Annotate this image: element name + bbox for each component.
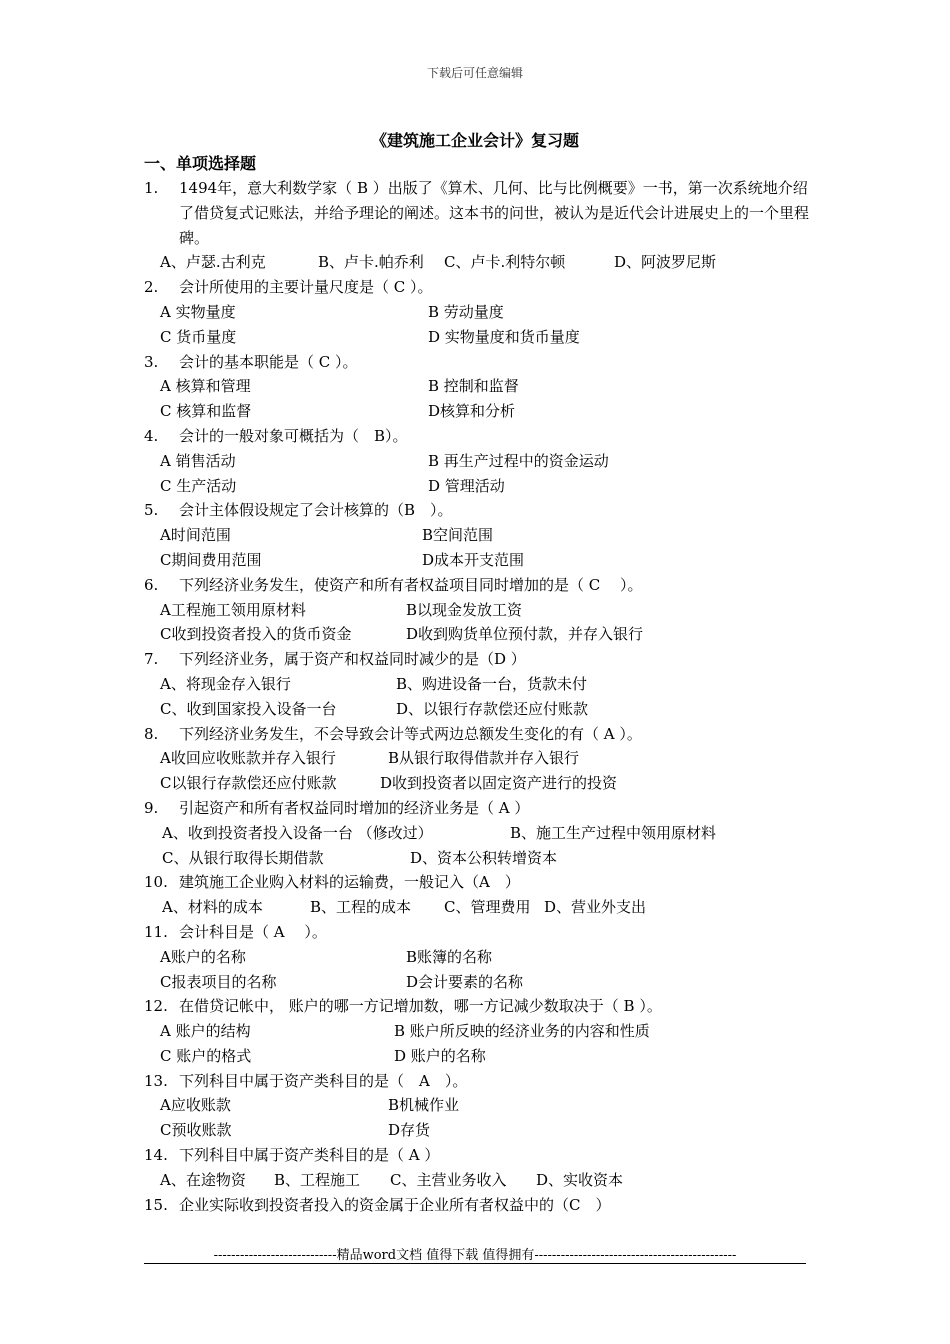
question-text: 企业实际收到投资者投入的资金属于企业所有者权益中的（C ） (179, 1195, 611, 1214)
answer-option: A 账户的结构 (160, 1022, 251, 1041)
question-item (144, 1069, 812, 1094)
option-row (144, 374, 812, 399)
answer-option: B 再生产过程中的资金运动 (428, 451, 609, 470)
question-text: 下列经济业务，属于资产和权益同时减少的是（D ） (179, 650, 526, 669)
question-text: 下列经济业务发生，不会导致会计等式两边总额发生变化的有（ A ）。 (179, 724, 642, 743)
question-text: 引起资产和所有者权益同时增加的经济业务是（ A ） (179, 798, 530, 817)
option-row (144, 970, 812, 995)
answer-option: A、卢瑟.古利克 (160, 253, 266, 272)
answer-option: B机械作业 (388, 1096, 460, 1115)
question-number: 14. (144, 1146, 168, 1165)
page-header: 下载后可任意编辑 (426, 66, 523, 80)
option-row (144, 945, 812, 970)
answer-option: C预收账款 (160, 1121, 232, 1140)
question-item (144, 1193, 812, 1218)
option-row (144, 1168, 812, 1193)
answer-option: C收到投资者投入的货币资金 (160, 625, 352, 644)
answer-option: B账簿的名称 (406, 947, 493, 966)
answer-option: B、工程的成本 (310, 898, 412, 917)
question-number: 12. (144, 997, 168, 1016)
question-number: 4. (144, 426, 159, 445)
answer-option: A、材料的成本 (162, 898, 263, 917)
answer-option: A 销售活动 (160, 451, 236, 470)
answer-option: D成本开支范围 (422, 550, 525, 569)
question-number: 3. (144, 352, 159, 371)
option-row (144, 399, 812, 424)
page-footer: ----------------------------精品word文档 值得下载 值得拥有---------------------------------------------- (213, 1248, 737, 1263)
option-row (144, 746, 812, 771)
question-item (144, 920, 812, 945)
question-item (144, 796, 812, 821)
answer-option: B、购进设备一台，货款未付 (396, 674, 588, 693)
answer-option: D、营业外支出 (544, 898, 647, 917)
answer-option: B从银行取得借款并存入银行 (388, 749, 580, 768)
answer-option: B、施工生产过程中领用原材料 (510, 823, 717, 842)
option-row (144, 895, 812, 920)
answer-option: D、实收资本 (536, 1170, 624, 1189)
question-item (144, 573, 812, 598)
answer-option: A 核算和管理 (160, 377, 251, 396)
option-row (144, 846, 812, 871)
footer-rule (144, 1263, 806, 1264)
answer-option: A、在途物资 (160, 1170, 246, 1189)
answer-option: B、工程施工 (274, 1170, 361, 1189)
question-text: 会计科目是（ A ）。 (179, 922, 327, 941)
question-text: 下列经济业务发生，使资产和所有者权益项目同时增加的是（ C ）。 (179, 575, 643, 594)
answer-option: A收回应收账款并存入银行 (160, 749, 336, 768)
question-item (144, 498, 812, 523)
option-row (144, 449, 812, 474)
answer-option: D收到购货单位预付款，并存入银行 (406, 625, 644, 644)
answer-option: A 实物量度 (160, 302, 236, 321)
answer-option: D收到投资者以固定资产进行的投资 (380, 774, 618, 793)
question-text: 1494年，意大利数学家（ B ）出版了《算术、几何、比与比例概要》一书，第一次系统地介绍了借贷复式记账法，并给予理论的阐述。这本书的问世，被认为是近代会计进展史上的一个里程碑。 (179, 179, 810, 247)
question-text: 建筑施工企业购入材料的运输费，一般记入（A ） (179, 873, 520, 892)
answer-option: A、收到投资者投入设备一台 （修改过） (162, 823, 433, 842)
section-heading: 一、单项选择题 (144, 154, 257, 173)
answer-option: C、管理费用 (444, 898, 531, 917)
answer-option: D会计要素的名称 (406, 972, 524, 991)
option-row (144, 821, 812, 846)
answer-option: B 控制和监督 (428, 377, 519, 396)
answer-option: A时间范围 (160, 526, 231, 545)
question-text: 会计主体假设规定了会计核算的（B ）。 (179, 501, 453, 520)
option-row (144, 1044, 812, 1069)
answer-option: C以银行存款偿还应付账款 (160, 774, 337, 793)
question-number: 10. (144, 873, 168, 892)
answer-option: B空间范围 (422, 526, 494, 545)
question-item (144, 424, 812, 449)
option-row (144, 1093, 812, 1118)
answer-option: B以现金发放工资 (406, 600, 523, 619)
answer-option: A应收账款 (160, 1096, 231, 1115)
answer-option: C、从银行取得长期借款 (162, 848, 324, 867)
option-row (144, 250, 812, 275)
answer-option: D存货 (388, 1121, 431, 1140)
answer-option: C期间费用范围 (160, 550, 262, 569)
question-number: 6. (144, 575, 159, 594)
question-number: 8. (144, 724, 159, 743)
answer-option: D、阿波罗尼斯 (614, 253, 717, 272)
question-number: 2. (144, 278, 159, 297)
answer-option: C 账户的格式 (160, 1046, 252, 1065)
option-row (144, 300, 812, 325)
document-title: 《建筑施工企业会计》复习题 (370, 131, 579, 150)
question-number: 1. (144, 179, 159, 197)
option-row (144, 1118, 812, 1143)
answer-option: A账户的名称 (160, 947, 246, 966)
answer-option: C、卢卡.利特尔顿 (444, 253, 566, 272)
question-item (144, 870, 812, 895)
question-number: 5. (144, 501, 159, 520)
answer-option: B 劳动量度 (428, 302, 504, 321)
answer-option: D、资本公积转增资本 (410, 848, 558, 867)
answer-option: D 管理活动 (428, 476, 505, 495)
option-row (144, 548, 812, 573)
question-text: 下列科目中属于资产类科目的是（ A ） (179, 1146, 440, 1165)
question-item (144, 994, 812, 1019)
answer-option: B、卢卡.帕乔利 (318, 253, 424, 272)
answer-option: C、收到国家投入设备一台 (160, 699, 337, 718)
answer-option: C 货币量度 (160, 327, 237, 346)
question-item (144, 275, 812, 300)
answer-option: D 账户的名称 (394, 1046, 486, 1065)
option-row (144, 598, 812, 623)
option-row (144, 697, 812, 722)
question-text: 下列科目中属于资产类科目的是（ A ）。 (179, 1071, 468, 1090)
answer-option: C 核算和监督 (160, 402, 252, 421)
question-text: 会计的基本职能是（ C ）。 (179, 352, 358, 371)
option-row (144, 523, 812, 548)
option-row (144, 672, 812, 697)
question-number: 7. (144, 650, 159, 669)
option-row (144, 1019, 812, 1044)
question-number: 11. (144, 922, 168, 941)
question-text: 会计的一般对象可概括为（ B）。 (179, 426, 408, 445)
question-text: 会计所使用的主要计量尺度是（ C ）。 (179, 278, 433, 297)
question-list (144, 176, 812, 1217)
question-item (144, 1143, 812, 1168)
question-number: 9. (144, 798, 159, 817)
option-row (144, 622, 812, 647)
answer-option: A、将现金存入银行 (160, 674, 291, 693)
answer-option: C 生产活动 (160, 476, 237, 495)
answer-option: B 账户所反映的经济业务的内容和性质 (394, 1022, 650, 1041)
answer-option: D、以银行存款偿还应付账款 (396, 699, 589, 718)
option-row (144, 474, 812, 499)
option-row (144, 771, 812, 796)
question-text: 在借贷记帐中， 账户的哪一方记增加数，哪一方记减少数取决于（ B ）。 (179, 997, 662, 1016)
answer-option: D 实物量度和货币量度 (428, 327, 580, 346)
question-item (144, 350, 812, 375)
answer-option: C、主营业务收入 (390, 1170, 507, 1189)
question-number: 13. (144, 1071, 168, 1090)
answer-option: A工程施工领用原材料 (160, 600, 306, 619)
question-item (144, 647, 812, 672)
question-item (144, 176, 812, 250)
question-number: 15. (144, 1195, 168, 1214)
answer-option: D核算和分析 (428, 402, 516, 421)
option-row (144, 325, 812, 350)
answer-option: C报表项目的名称 (160, 972, 277, 991)
question-item (144, 722, 812, 747)
